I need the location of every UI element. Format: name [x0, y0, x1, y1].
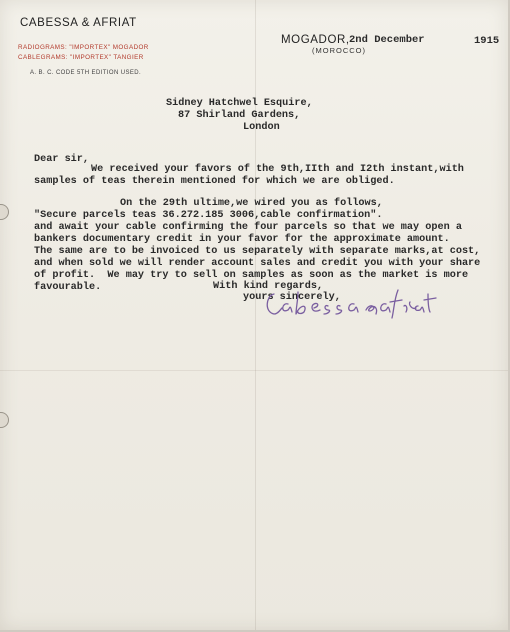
body-line: and when sold we will render account sales and credit you with your share [34, 258, 481, 269]
handwritten-signature [262, 286, 442, 320]
closing-sincerely: yours sincerely, [243, 292, 341, 303]
letterhead-code: A. B. C. CODE 5TH EDITION USED. [30, 70, 142, 76]
body-line: We received your favors of the 9th,IIth and I2th instant,with [91, 164, 464, 175]
letterhead-company: CABESSA & AFRIAT [20, 17, 137, 29]
body-line: samples of teas therein mentioned for which we are obliged. [34, 176, 395, 187]
salutation: Dear sir, [34, 154, 90, 165]
closing-regards: With kind regards, [213, 281, 324, 292]
letterhead-place: MOGADOR, [281, 34, 350, 46]
recipient-city: London [243, 122, 280, 133]
body-line: "Secure parcels teas 36.272.185 3006,cable confirmation". [34, 210, 383, 221]
recipient-street: 87 Shirland Gardens, [178, 110, 301, 121]
body-line: bankers documentary credit in your favor for the approximate amount. [34, 234, 450, 245]
punch-hole-upper [0, 204, 9, 220]
body-line: and await your cable confirming the four parcels so that we may open a [34, 222, 462, 233]
fold-line-vertical [255, 0, 256, 630]
body-line: of profit. We may try to sell on samples as soon as the market is more [34, 270, 469, 281]
letterhead-cablegrams: CABLEGRAMS: "IMPORTEX" TANGIER [18, 54, 144, 61]
letterhead-radiograms: RADIOGRAMS: "IMPORTEX" MOGADOR [18, 44, 149, 51]
body-line: On the 29th ultime,we wired you as follows, [120, 198, 383, 209]
fold-line-horizontal [0, 370, 508, 371]
body-line: The same are to be invoiced to us separately with separate marks,at cost, [34, 246, 481, 257]
letter-date: 2nd December [349, 34, 425, 46]
recipient-name: Sidney Hatchwel Esquire, [166, 98, 313, 109]
letter-year: 1915 [474, 35, 500, 47]
letterhead-country: (MOROCCO) [312, 46, 366, 55]
punch-hole-lower [0, 412, 9, 428]
body-line: favourable. [34, 282, 102, 293]
